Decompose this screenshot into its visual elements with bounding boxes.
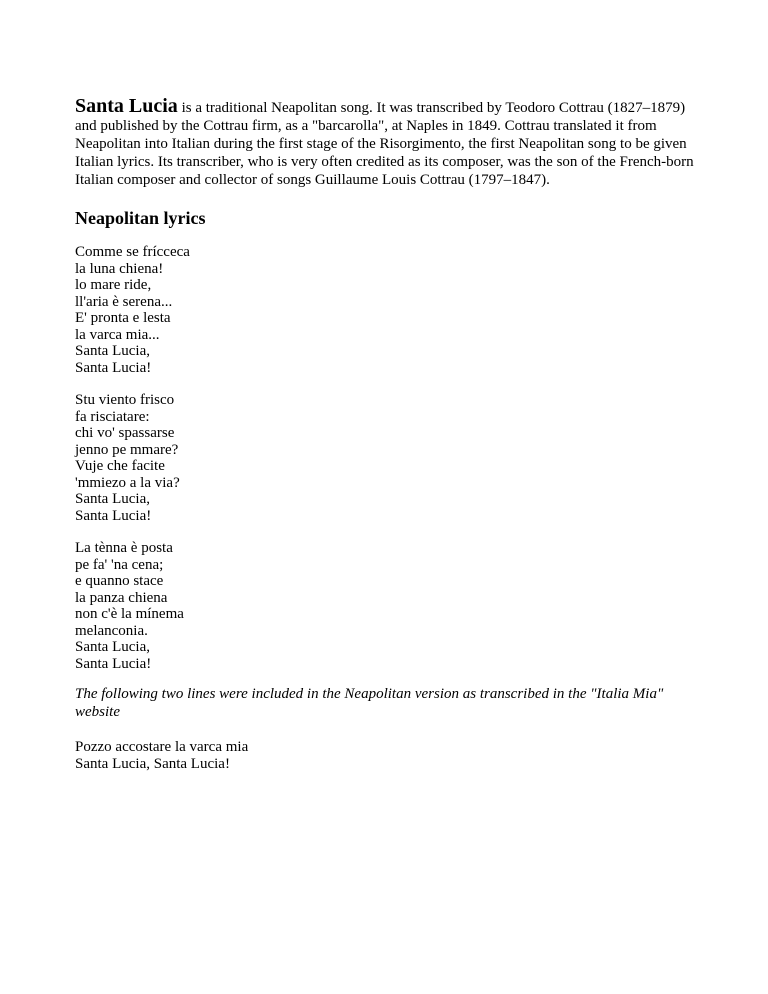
lyric-line: Vuje che facite [75, 458, 165, 474]
lyric-line: lo mare ride, [75, 277, 152, 293]
lyric-line: Santa Lucia, Santa Lucia! [75, 755, 230, 772]
lyric-line: chi vo' spassarse [75, 425, 175, 441]
lyric-line: ll'aria è serena... [75, 293, 173, 310]
lyric-line: Santa Lucia, [75, 639, 150, 655]
lyric-line: jenno pe mmare? [75, 441, 179, 458]
lyric-line: e quanno stace [75, 573, 164, 589]
lyric-line: 'mmiezo a la via? [75, 474, 180, 491]
lyric-line: Santa Lucia, [75, 491, 150, 507]
lyric-line: Pozzo accostare la varca mia [75, 739, 249, 755]
lyric-line: Comme se frícceca [75, 244, 190, 260]
editorial-note: The following two lines were included in the Neapolitan version as transcribed in the "Italia Mia" website [75, 686, 664, 720]
lyric-line: Santa Lucia! [75, 359, 152, 376]
stanza [75, 244, 695, 376]
lyric-line: fa risciatare: [75, 408, 150, 425]
document-body [75, 97, 695, 772]
stanza-extra [75, 739, 695, 772]
lyric-line: Stu viento frisco [75, 392, 175, 408]
stanza [75, 540, 695, 672]
intro-paragraph [75, 97, 695, 189]
lyric-line: Santa Lucia! [75, 507, 152, 524]
lyric-line: Santa Lucia, [75, 343, 150, 359]
lyric-line: la varca mia... [75, 326, 160, 343]
lyric-line: la panza chiena [75, 589, 168, 606]
lyric-line: pe fa' 'na cena; [75, 556, 164, 573]
stanza [75, 392, 695, 524]
lyric-line: la luna chiena! [75, 260, 164, 277]
song-title: Santa Lucia [75, 95, 178, 117]
lyric-line: melanconia. [75, 622, 148, 639]
lyric-line: E' pronta e lesta [75, 310, 171, 326]
lyric-line: non c'è la mínema [75, 606, 184, 622]
lyric-line: La tènna è posta [75, 540, 173, 556]
section-heading: Neapolitan lyrics [75, 208, 206, 228]
intro-text: is a traditional Neapolitan song. It was transcribed by Teodoro Cottrau (1827–1879) and published by the Cottrau firm, as a "barcarolla", at Naples in 1849. Cottrau translated it from Neapolitan into Italian during the first stage of the Risorgimento, the first Neapolitan song to be given Italian lyrics. Its transcriber, who is very often credited as its composer, was the son of the French-born Italian composer and collector of songs Guillaume Louis Cottrau (1797–1847). [75, 100, 694, 188]
lyric-line: Santa Lucia! [75, 655, 152, 672]
